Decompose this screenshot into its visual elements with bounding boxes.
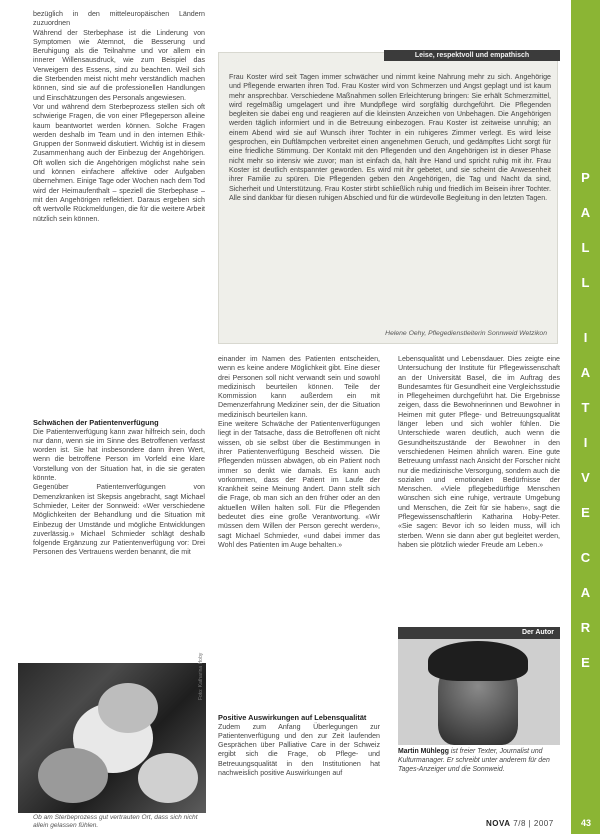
footer	[486, 819, 554, 828]
sidebar-letter: R	[580, 620, 591, 635]
paragraph: Während der Sterbephase ist die Linderung von Symptomen wie Atemnot, die Besserung und Beruhigung als die Teilnahme und vor allem ein innerer Willensausdruck, wie zum Beispiel das Verweigern des Essens, sind zu beachten. Weil sich die Sterbenden meist nicht mehr verständlich machen können, sind sie auf die professionellen Handlungen und Einschätzungen des Personals angewiesen.	[33, 28, 205, 102]
sidebar-letter: I	[583, 330, 588, 345]
hands-photo	[18, 663, 206, 813]
paragraph: einander im Namen des Patienten entscheiden, wenn es keine andere Möglichkeit gibt. Eine dieser drei Personen soll nicht verwandt sein und sowohl medizinisch beurteilen können. Teile der Kommission kann außerdem ein mit Demenzerfahrung Mediziner sein, der die Situation medizinisch beurteilen kann.	[218, 355, 380, 419]
photo-caption: Ob am Sterbeprozess gut vertrauten Ort, dass sich nicht allein gelassen fühlen.	[33, 814, 198, 830]
author-header	[398, 627, 560, 639]
column-1-top	[33, 10, 205, 224]
paragraph: Eine weitere Schwäche der Patientenverfügungen liegt in der Tatsache, dass die Betroffenen oft nicht wissen, ob sie selbst über die Bestimmungen in ihrer Patientenverfügung Bescheid wissen. Die Pflegenden müssen abwägen, ob ein Patient noch immer so denkt wie damals. Es kann auch vorkommen, dass der Patient im Laufe der Krankheit seine Meinung ändert. Dann stellt sich die Frage, ob man sich an den früher oder an den aktuellen Willen halten soll. Für die Pflegenden bedeutet dies eine große Verantwortung. «Wir müssen dem Willen der Person gerecht werden», sagt Michael Schmieder, «und dabei immer das Wohl des Patienten im Auge behalten.»	[218, 420, 380, 549]
quote-box	[218, 52, 558, 344]
quote-signature: Helene Oehy, Pflegedienstleiterin Sonnweid Wetzikon	[385, 330, 547, 337]
sidebar-letter: L	[581, 240, 590, 255]
author-hair	[428, 641, 528, 681]
palliative-care-sidebar	[571, 0, 600, 834]
column-2-bottom	[218, 705, 380, 778]
section-heading: Schwächen der Patientenverfügung	[33, 418, 159, 427]
column-3	[398, 355, 560, 550]
magazine-name: NOVA	[486, 819, 511, 828]
sidebar-letter: E	[581, 655, 590, 670]
issue-info: 7/8 | 2007	[513, 819, 554, 828]
quote-header: Leise, respektvoll und empathisch	[384, 50, 560, 61]
sidebar-letter: E	[581, 505, 590, 520]
sidebar-letter: A	[580, 205, 591, 220]
paragraph: bezüglich in den mitteleuropäischen Ländern zuzuordnen	[33, 10, 205, 28]
sidebar-letter: I	[583, 435, 588, 450]
section-heading: Positive Auswirkungen auf Lebensqualität	[218, 713, 367, 722]
column-1-bottom	[33, 410, 205, 558]
sidebar-letter: P	[581, 170, 590, 185]
sidebar-letter: L	[581, 275, 590, 290]
author-bio-text: ist freier Texter, Journalist und Kulturmanager. Er schreibt unter anderem für den Tages-Anzeiger und die Sonnweid.	[398, 748, 550, 773]
photo-credit: Foto: Katharina Hoby	[198, 652, 204, 700]
sidebar-letter: C	[580, 550, 591, 565]
sidebar-letter: V	[581, 470, 590, 485]
sidebar-letter: A	[580, 365, 591, 380]
author-name: Martin Mühlegg	[398, 748, 449, 755]
paragraph: Zudem zum Anfang Überlegungen zur Patientenverfügung und den zur Zeit laufenden Gesprächen über Palliative Care in der Schweiz ergibt sich die Frage, ob Pflege- und Betreuungsqualität in den Institutionen hat nachweislich positive Auswirkungen auf	[218, 722, 380, 778]
sidebar-letter: A	[580, 585, 591, 600]
paragraph: Gegenüber Patientenverfügungen von Demenzkranken ist Skepsis angebracht, sagt Michael Schmieder, Leiter der Sonnweid: «Wer verschiedene Möglichkeiten der Behandlung und die Situation mit Einbezug der Umstände und mögliche Entwicklungen zuverlässig.» Michael Schmieder schlägt deshalb folgende Ergänzung zur Patientenverfügung vor: Drei Personen des Vertrauens werden benannt, die mit	[33, 483, 205, 557]
author-photo	[398, 627, 560, 745]
paragraph: Lebensqualität und Lebensdauer. Dies zeigte eine Untersuchung der Institute für Pflegewissenschaft an der Universität Basel, die im Auftrag des Bundesamtes für Gesundheit eine Vergleichsstudie in Pflegeheimen durchgeführt hat. Die Ergebnisse zeigen, dass die Bewohnerinnen und Bewohner in Heimen mit guter Pflege- und Betreuungsqualität länger leben und sich wohler fühlen. Die Unterschiede waren deutlich, auch wenn die Gesundheitszustände der Bewohner in den verschiedenen Heimen ähnlich waren. Eine gute Betreuung umfasst nach Ansicht der Forscher nicht nur die medizinische Versorgung, sondern auch die sozialen und emotionalen Bedürfnisse der Menschen. «Viele pflegebedürftige Menschen wünschen sich eine ruhige, vertraute Umgebung und Menschen, die Zeit für sie haben», sagt die Pflegewissenschaftlerin Katharina Hoby-Peter. «Sie sagen: Bevor ich so leiden muss, will ich sterben. Wenn sie dann aber gut begleitet werden, haben sie plötzlich wieder Freude am Leben.»	[398, 355, 560, 549]
paragraph: Vor und während dem Sterbeprozess stellen sich oft schwierige Fragen, die von einer Pflegeperson alleine kaum beantwortet werden können. Solche Fragen werden deshalb im Team und in den internen Ethik-Gruppen der Sonnweid diskutiert. Wichtig ist in diesem Zusammenhang auch der Einbezug der Angehörigen. Oft wollen sich die Angehörigen möglichst nahe sein und können einfachere affektive oder Aufgaben übernehmen. Einige Tage oder Wochen nach dem Tod wird der Heimaufenthalt – speziell die Sterbephase – mit den Angehörigen reflektiert. Daraus ergeben sich oft wertvolle Rückmeldungen, die für die weitere Arbeit nützlich sein können.	[33, 102, 205, 223]
column-2	[218, 355, 380, 550]
author-bio	[398, 748, 560, 774]
author-label: Der Autor	[521, 629, 554, 636]
sidebar-letter: T	[581, 400, 590, 415]
quote-text: Frau Koster wird seit Tagen immer schwächer und nimmt keine Nahrung mehr zu sich. Angehörige und Pflegende erwarten ihren Tod. Frau Koster wird von Schmerzen und Angst geplagt und ist kaum mehr ansprechbar. Verschiedene Maßnahmen sollen Erleichterung bringen: Sie erhält Schmerzmittel, wird regelmäßig umgelagert und ihre Mundpflege wird sorgfältig durchgeführt. Die Pflegenden begleiten sie dabei eng und reagieren auf die kleinsten Anzeichen von Unbehagen. Die Angehörigen werden täglich informiert und in die Betreuung einbezogen. Frau Koster ist zeitweise unruhig; an einem Abend wird sie auf Wunsch ihrer Tochter in ein ruhigeres Zimmer verlegt. Es wird leise gesprochen, ein Duftlämpchen verbreitet einen angenehmen Geruch, und gedämpftes Licht sorgt für eine friedliche Stimmung. Der Kontakt mit den Pflegenden und den Angehörigen ist in dieser Phase nicht mehr so intensiv wie zuvor; man ist einfach da, hält ihre Hand und spricht ruhig mit ihr. Frau Koster ist deutlich entspannter geworden. Es wird mit ihr gebetet, und sie scheint die Anwesenheit ihrer Familie zu spüren. Die Pflegenden geben den Angehörigen, die Tag und Nacht da sind, Sicherheit und Unterstützung. Frau Koster stirbt schließlich ruhig und friedlich im Beisein ihrer Tochter. Alle sind dankbar für diesen ruhigen Abschied und für die würdevolle Begleitung in den letzten Tagen.	[229, 73, 551, 202]
page-number: 43	[580, 818, 591, 828]
paragraph: Die Patientenverfügung kann zwar hilfreich sein, doch nur dann, wenn sie im Sinne des Betroffenen verfasst worden ist. Sie hat insbesondere dann ihren Wert, wenn die betroffene Person im Vorfeld eine klare Vorstellung von der Situation hat, in die sie geraten könnte.	[33, 427, 205, 483]
